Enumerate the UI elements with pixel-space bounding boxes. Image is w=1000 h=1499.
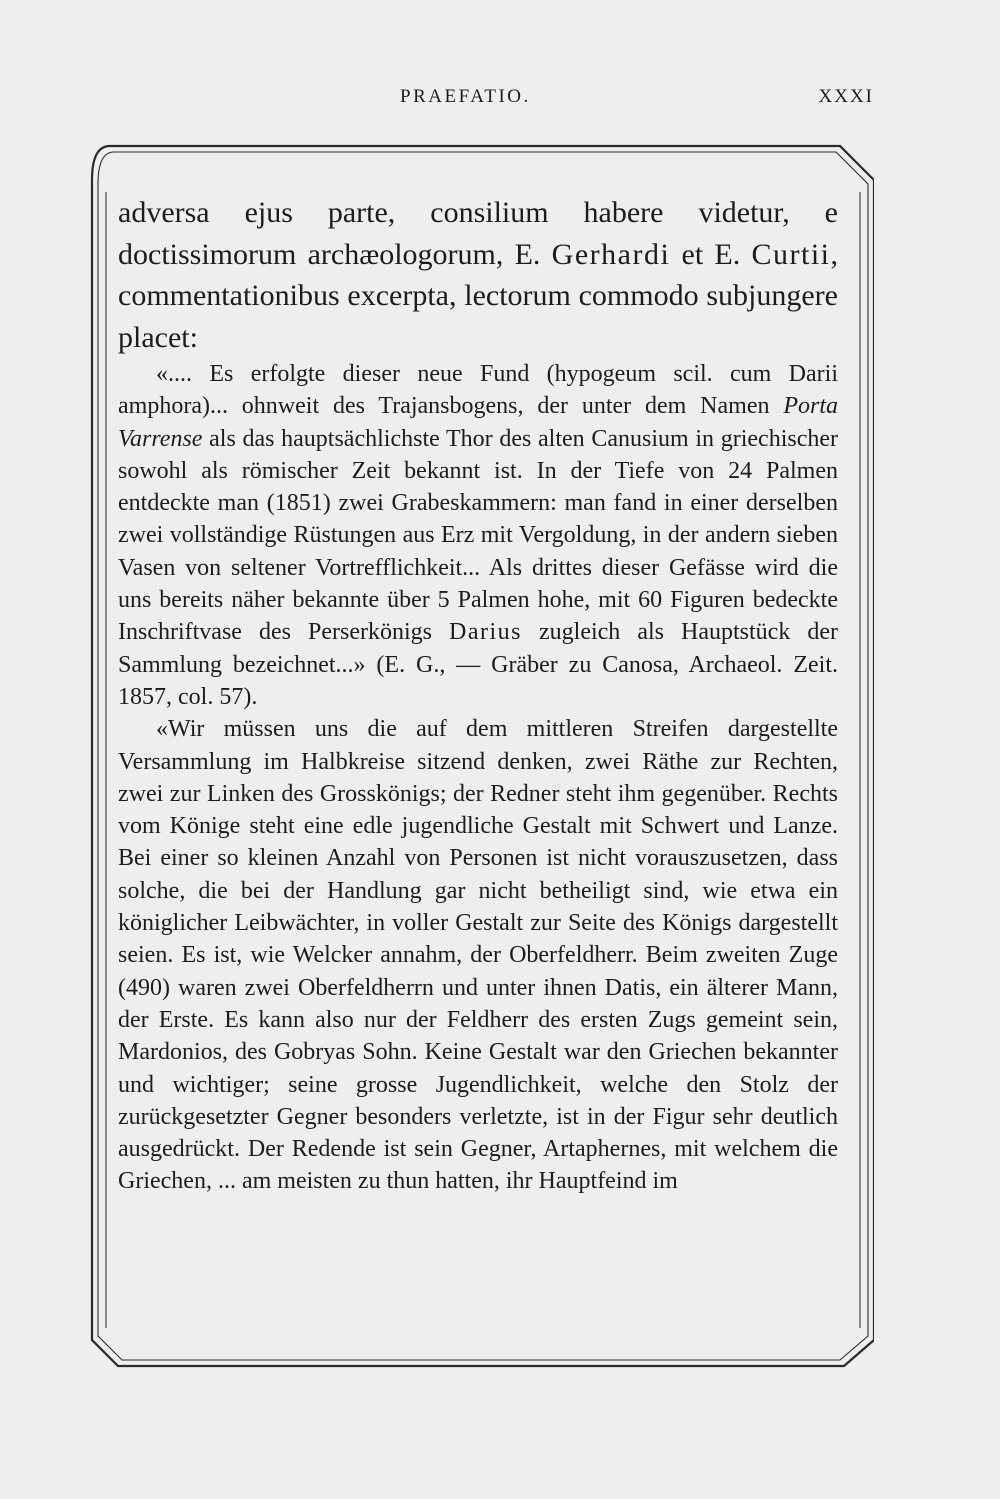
intro-text-c: , commentationibus excerpta, lectorum commodo subjungere placet: xyxy=(118,237,838,354)
quote1-text-c: zugleich als Hauptstück der Sammlung bezeichnet...» (E. G., — Gräber zu Canosa, Archaeol. Zeit. 1857, col. 57). xyxy=(118,619,838,710)
page-header xyxy=(118,86,874,116)
intro-name-gerhardi: Gerhardi xyxy=(551,237,671,271)
page-body xyxy=(118,192,838,1198)
quote-paragraph-2: «Wir müssen uns die auf dem mittleren Streifen dargestellte Versammlung im Halbkreise sitzend denken, zwei Räthe zur Rechten, zwei zur Linken des Grosskönigs; der Redner steht ihm gegenüber. Rechts vom Könige steht eine edle jugendliche Gestalt mit Schwert und Lanze. Bei einer so kleinen Anzahl von Personen ist nicht vorauszusetzen, dass solche, die bei der Handlung gar nicht betheiligt sind, wie etwa ein königlicher Leibwächter, in voller Gestalt zur Seite des Königs dargestellt seien. Es ist, wie Welcker annahm, der Oberfeldherr. Beim zweiten Zuge (490) waren zwei Oberfeldherrn und unter ihnen Datis, ein älterer Mann, der Erste. Es kann also nur der Feldherr des ersten Zugs gemeint sein, Mardonios, des Gobryas Sohn. Keine Gestalt war den Griechen bekannter und wichtiger; seine grosse Jugendlichkeit, welche den Stolz der zurückgesetzter Gegner besonders verletzte, ist in der Figur sehr deutlich ausgedrückt. Der Redende ist sein Gegner, Artaphernes, mit welchem die Griechen, ... am meisten zu thun hatten, ihr Hauptfeind im xyxy=(118,716,838,1195)
quote1-text-b: als das hauptsächlichste Thor des alten Canusium in griechischer sowohl als römischer Zeit bekannt ist. In der Tiefe von 24 Palmen entdeckte man (1851) zwei Grabeskammern: man fand in einer derselben zwei vollständige Rüstungen aus Erz mit Vergoldung, in der andern sieben Vasen von seltener Vortrefflichkeit... Als drittes dieser Gefässe wird die uns bereits näher bekannte über 5 Palmen hohe, mit 60 Figuren bedeckte Inschriftvase des Perserkönigs xyxy=(118,425,838,646)
intro-name-curtii: Curtii xyxy=(751,237,831,271)
intro-text-a: adversa ejus parte, consilium habere videtur, e doctissimorum archæologorum, E. xyxy=(118,196,838,271)
quote1-darius: Darius xyxy=(449,619,522,646)
quote1-italic: Porta Varrense xyxy=(118,393,838,452)
page-number: XXXI xyxy=(818,86,874,107)
running-title: PRAEFATIO. xyxy=(400,86,531,107)
quote-paragraph-1 xyxy=(118,358,838,713)
quote1-text-a: «.... Es erfolgte dieser neue Fund (hypogeum scil. cum Darii amphora)... ohnweit des Trajansbogens, der unter dem Namen xyxy=(118,361,838,420)
intro-text-b: et E. xyxy=(670,237,752,271)
intro-paragraph xyxy=(118,192,838,358)
